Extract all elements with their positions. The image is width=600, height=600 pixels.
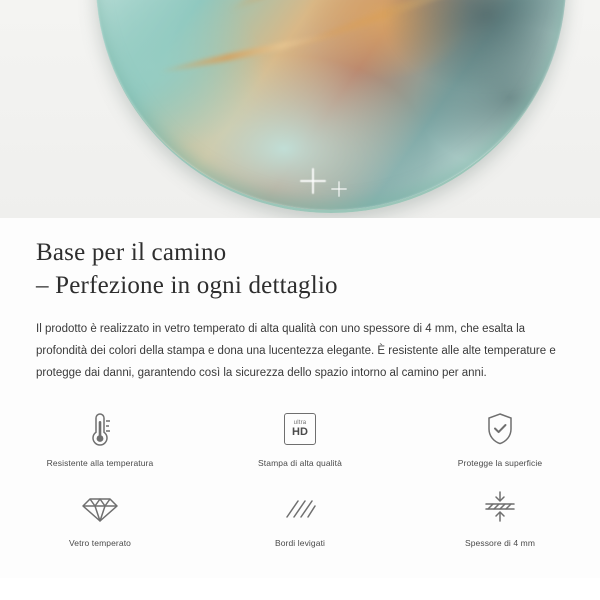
thickness-arrows-icon: [480, 486, 520, 532]
diamond-icon: [81, 486, 119, 532]
headline-line-1: Base per il camino: [36, 239, 227, 266]
feature-item-surface-protection: [400, 400, 600, 468]
feature-item-temperature: [0, 400, 200, 468]
footer-spacer: [0, 578, 600, 600]
ultra-hd-badge-top: ultra: [293, 420, 307, 426]
page-title: [0, 218, 600, 302]
ultra-hd-badge-bottom: HD: [292, 426, 308, 438]
feature-label: Vetro temperato: [69, 538, 131, 548]
headline-line-2: – Perfezione in ogni dettaglio: [36, 272, 338, 299]
feature-label: Spessore di 4 mm: [464, 538, 536, 548]
description-content: [0, 218, 600, 384]
feature-label: Resistente alla temperatura: [46, 458, 154, 468]
feature-item-thickness: [400, 480, 600, 548]
thermometer-icon: [83, 406, 117, 452]
feature-item-polished-edges: [200, 480, 400, 548]
dark-ink-blot: [386, 0, 566, 90]
feature-item-tempered-glass: [0, 480, 200, 548]
ultra-hd-icon: [284, 406, 316, 452]
polished-edges-icon: [281, 486, 319, 532]
glass-plate: [96, 0, 566, 213]
feature-item-print-quality: [200, 400, 400, 468]
feature-label: Stampa di alta qualità: [258, 458, 342, 468]
hero-product-image: [0, 0, 600, 218]
shield-check-icon: [483, 406, 517, 452]
feature-grid: [0, 400, 600, 548]
feature-label: Protegge la superficie: [457, 458, 543, 468]
description-paragraph: Il prodotto è realizzato in vetro temperato di alta qualità con uno spessore di 4 mm, che esalta la profondità dei colori della stampa e dona una lucentezza elegante. È resistente alle alte temperature e protegge dai danni, garantendo così la sicurezza dello spazio intorno al camino per anni.: [36, 323, 556, 379]
feature-label: Bordi levigati: [274, 538, 326, 548]
